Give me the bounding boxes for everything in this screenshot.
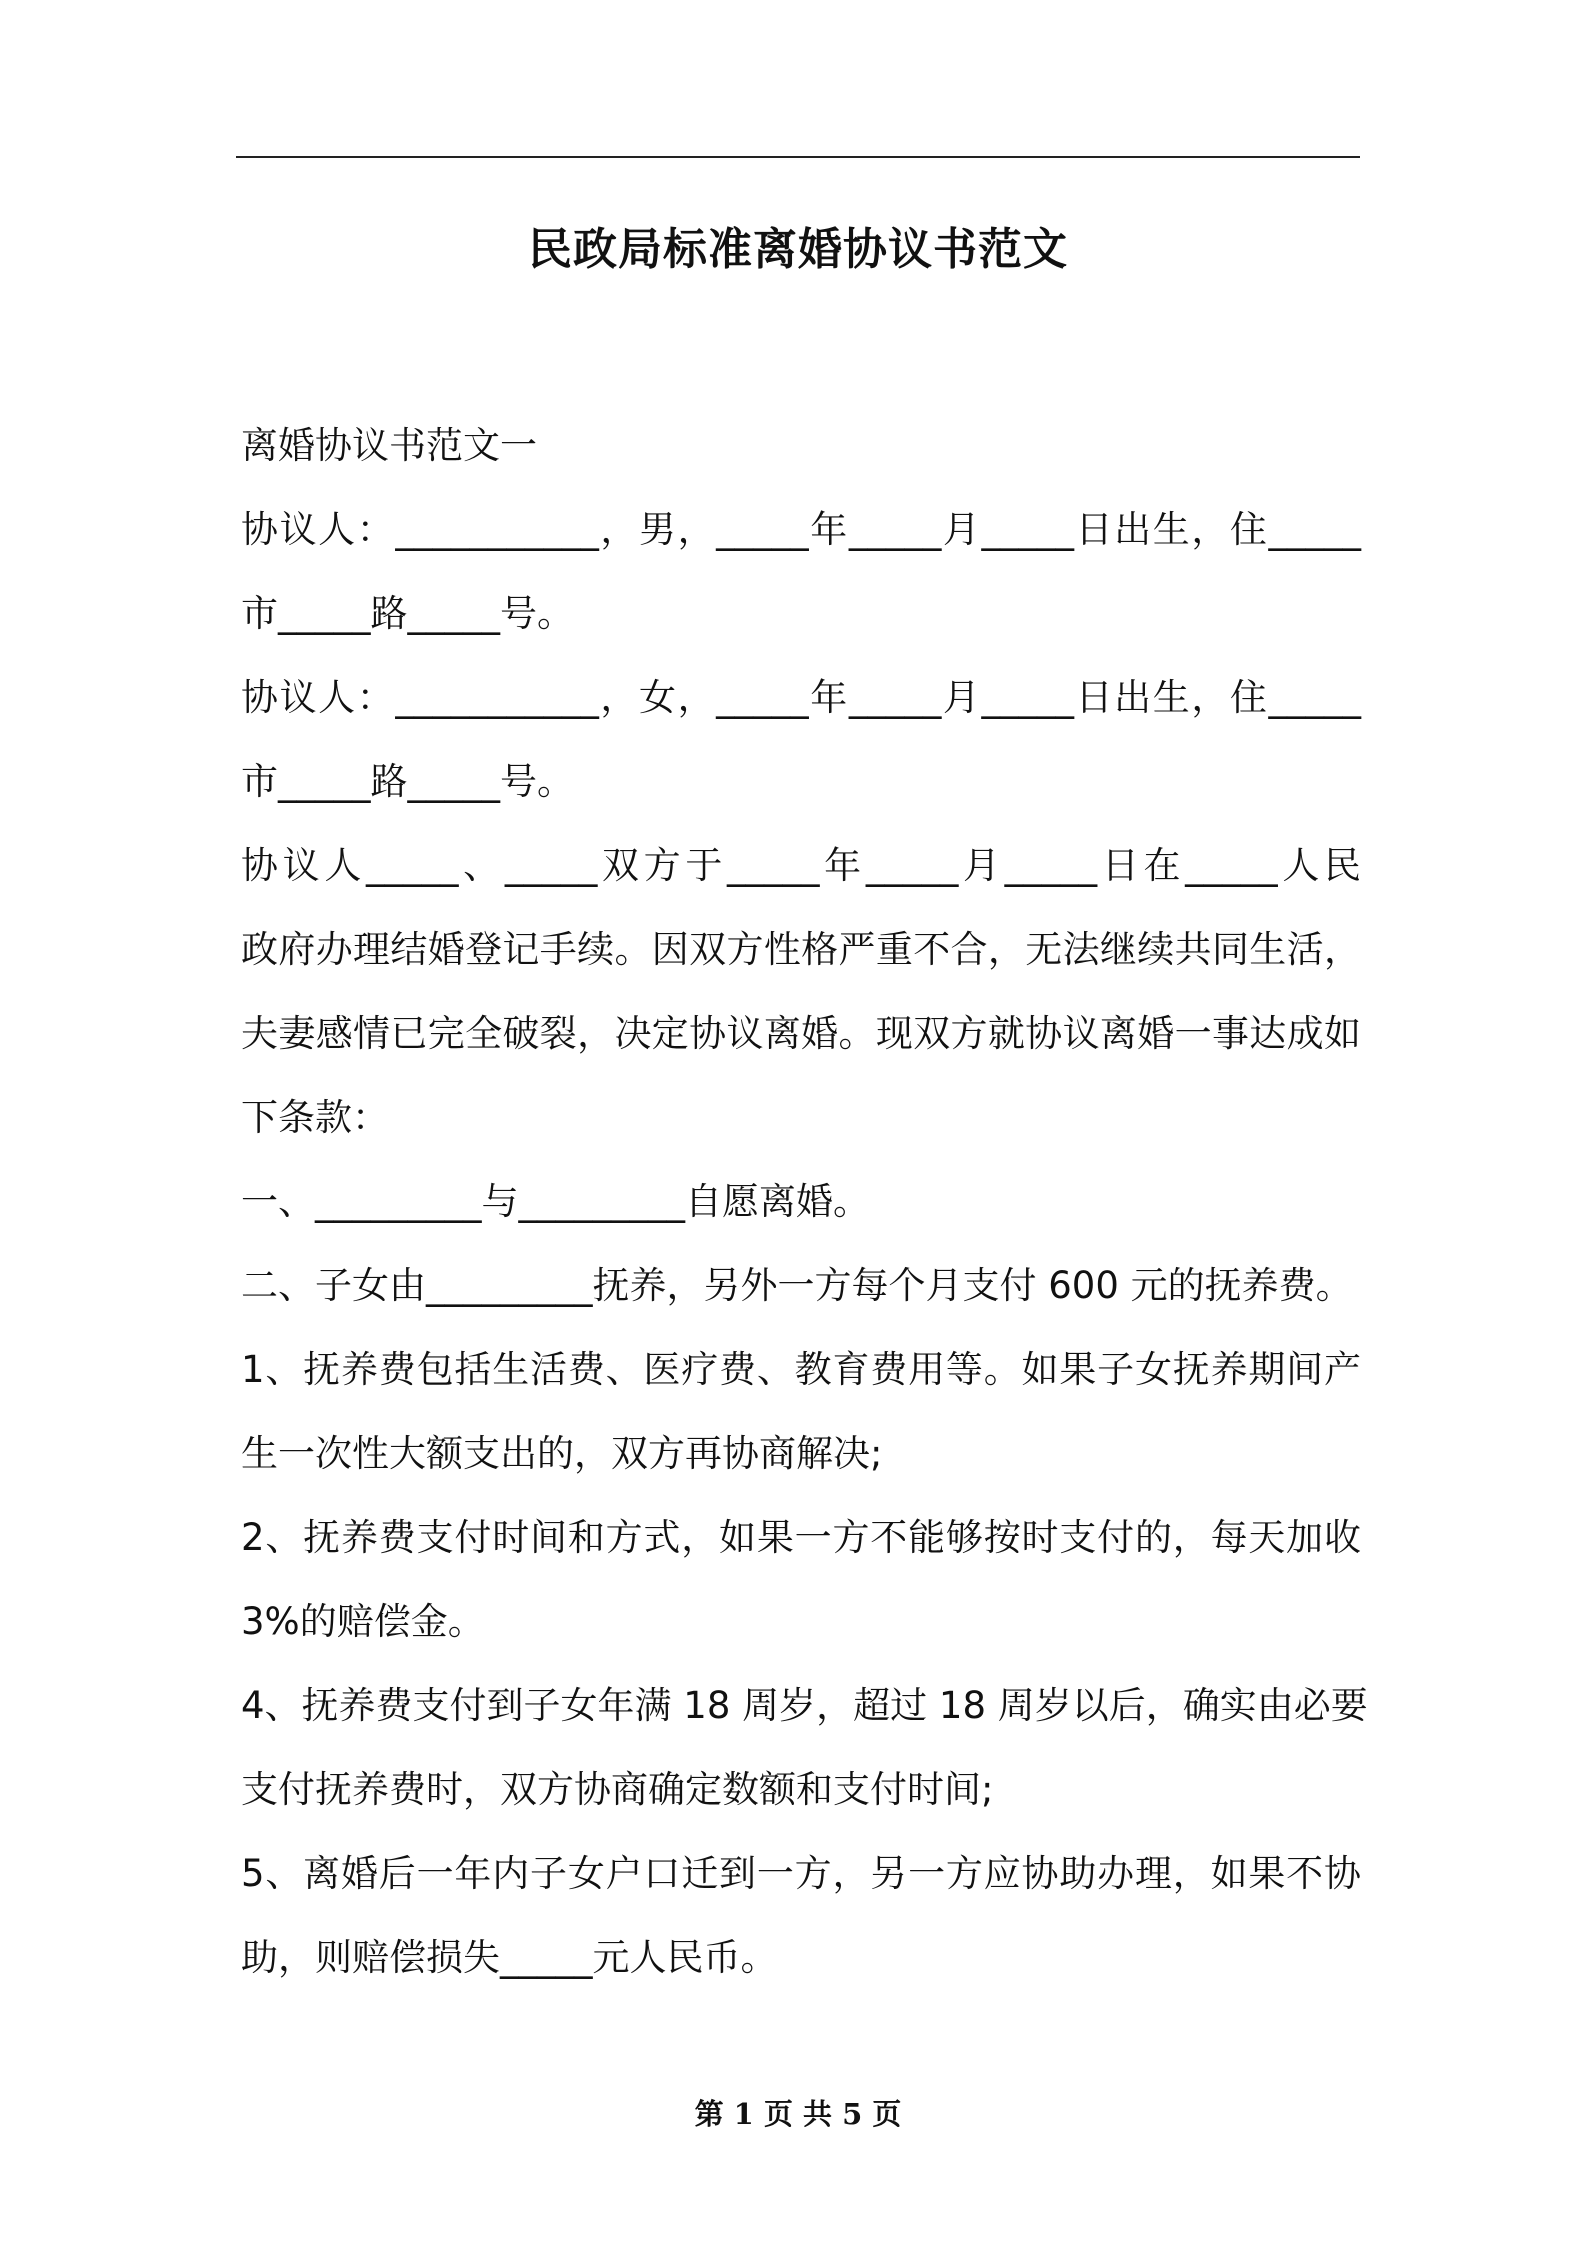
clause-line: 助，则赔偿损失_____元人民币。: [241, 1936, 778, 1979]
clause-line: 5、离婚后一年内子女户口迁到一方，另一方应协助办理，如果不协: [241, 1852, 1361, 1895]
clause-line: 4、抚养费支付到子女年满 18 周岁，超过 18 周岁以后，确实由必要: [241, 1684, 1368, 1727]
clause-line: 二、子女由_________抚养，另外一方每个月支付 600 元的抚养费。: [241, 1264, 1353, 1307]
paragraph-line: 市_____路_____号。: [241, 760, 574, 803]
paragraph-line: 夫妻感情已完全破裂，决定协议离婚。现双方就协议离婚一事达成如: [241, 1012, 1361, 1055]
paragraph-line: 政府办理结婚登记手续。因双方性格严重不合，无法继续共同生活，: [241, 928, 1361, 971]
clause-line: 生一次性大额支出的，双方再协商解决;: [241, 1432, 883, 1475]
section-heading: 离婚协议书范文一: [241, 424, 537, 467]
document-body: [241, 404, 1368, 2000]
page-number: 第 1 页 共 5 页: [694, 2097, 902, 2131]
clause-line: 3%的赔偿金。: [241, 1600, 485, 1643]
document-title: 民政局标准离婚协议书范文: [528, 224, 1068, 275]
header-rule: [236, 156, 1360, 158]
clause-line: 支付抚养费时，双方协商确定数额和支付时间;: [241, 1768, 994, 1811]
clause-line: 一、_________与_________自愿离婚。: [241, 1180, 870, 1223]
paragraph-line: 协议人：___________，女，_____年_____月_____日出生，住_____: [241, 676, 1361, 719]
paragraph-line: 协议人_____、_____双方于_____年_____月_____日在_____人民: [241, 844, 1361, 887]
paragraph-line: 下条款：: [241, 1096, 389, 1139]
paragraph-line: 市_____路_____号。: [241, 592, 574, 635]
paragraph-line: 协议人：___________，男，_____年_____月_____日出生，住_____: [241, 508, 1361, 551]
clause-line: 1、抚养费包括生活费、医疗费、教育费用等。如果子女抚养期间产: [241, 1348, 1361, 1391]
clause-line: 2、抚养费支付时间和方式，如果一方不能够按时支付的，每天加收: [241, 1516, 1361, 1559]
